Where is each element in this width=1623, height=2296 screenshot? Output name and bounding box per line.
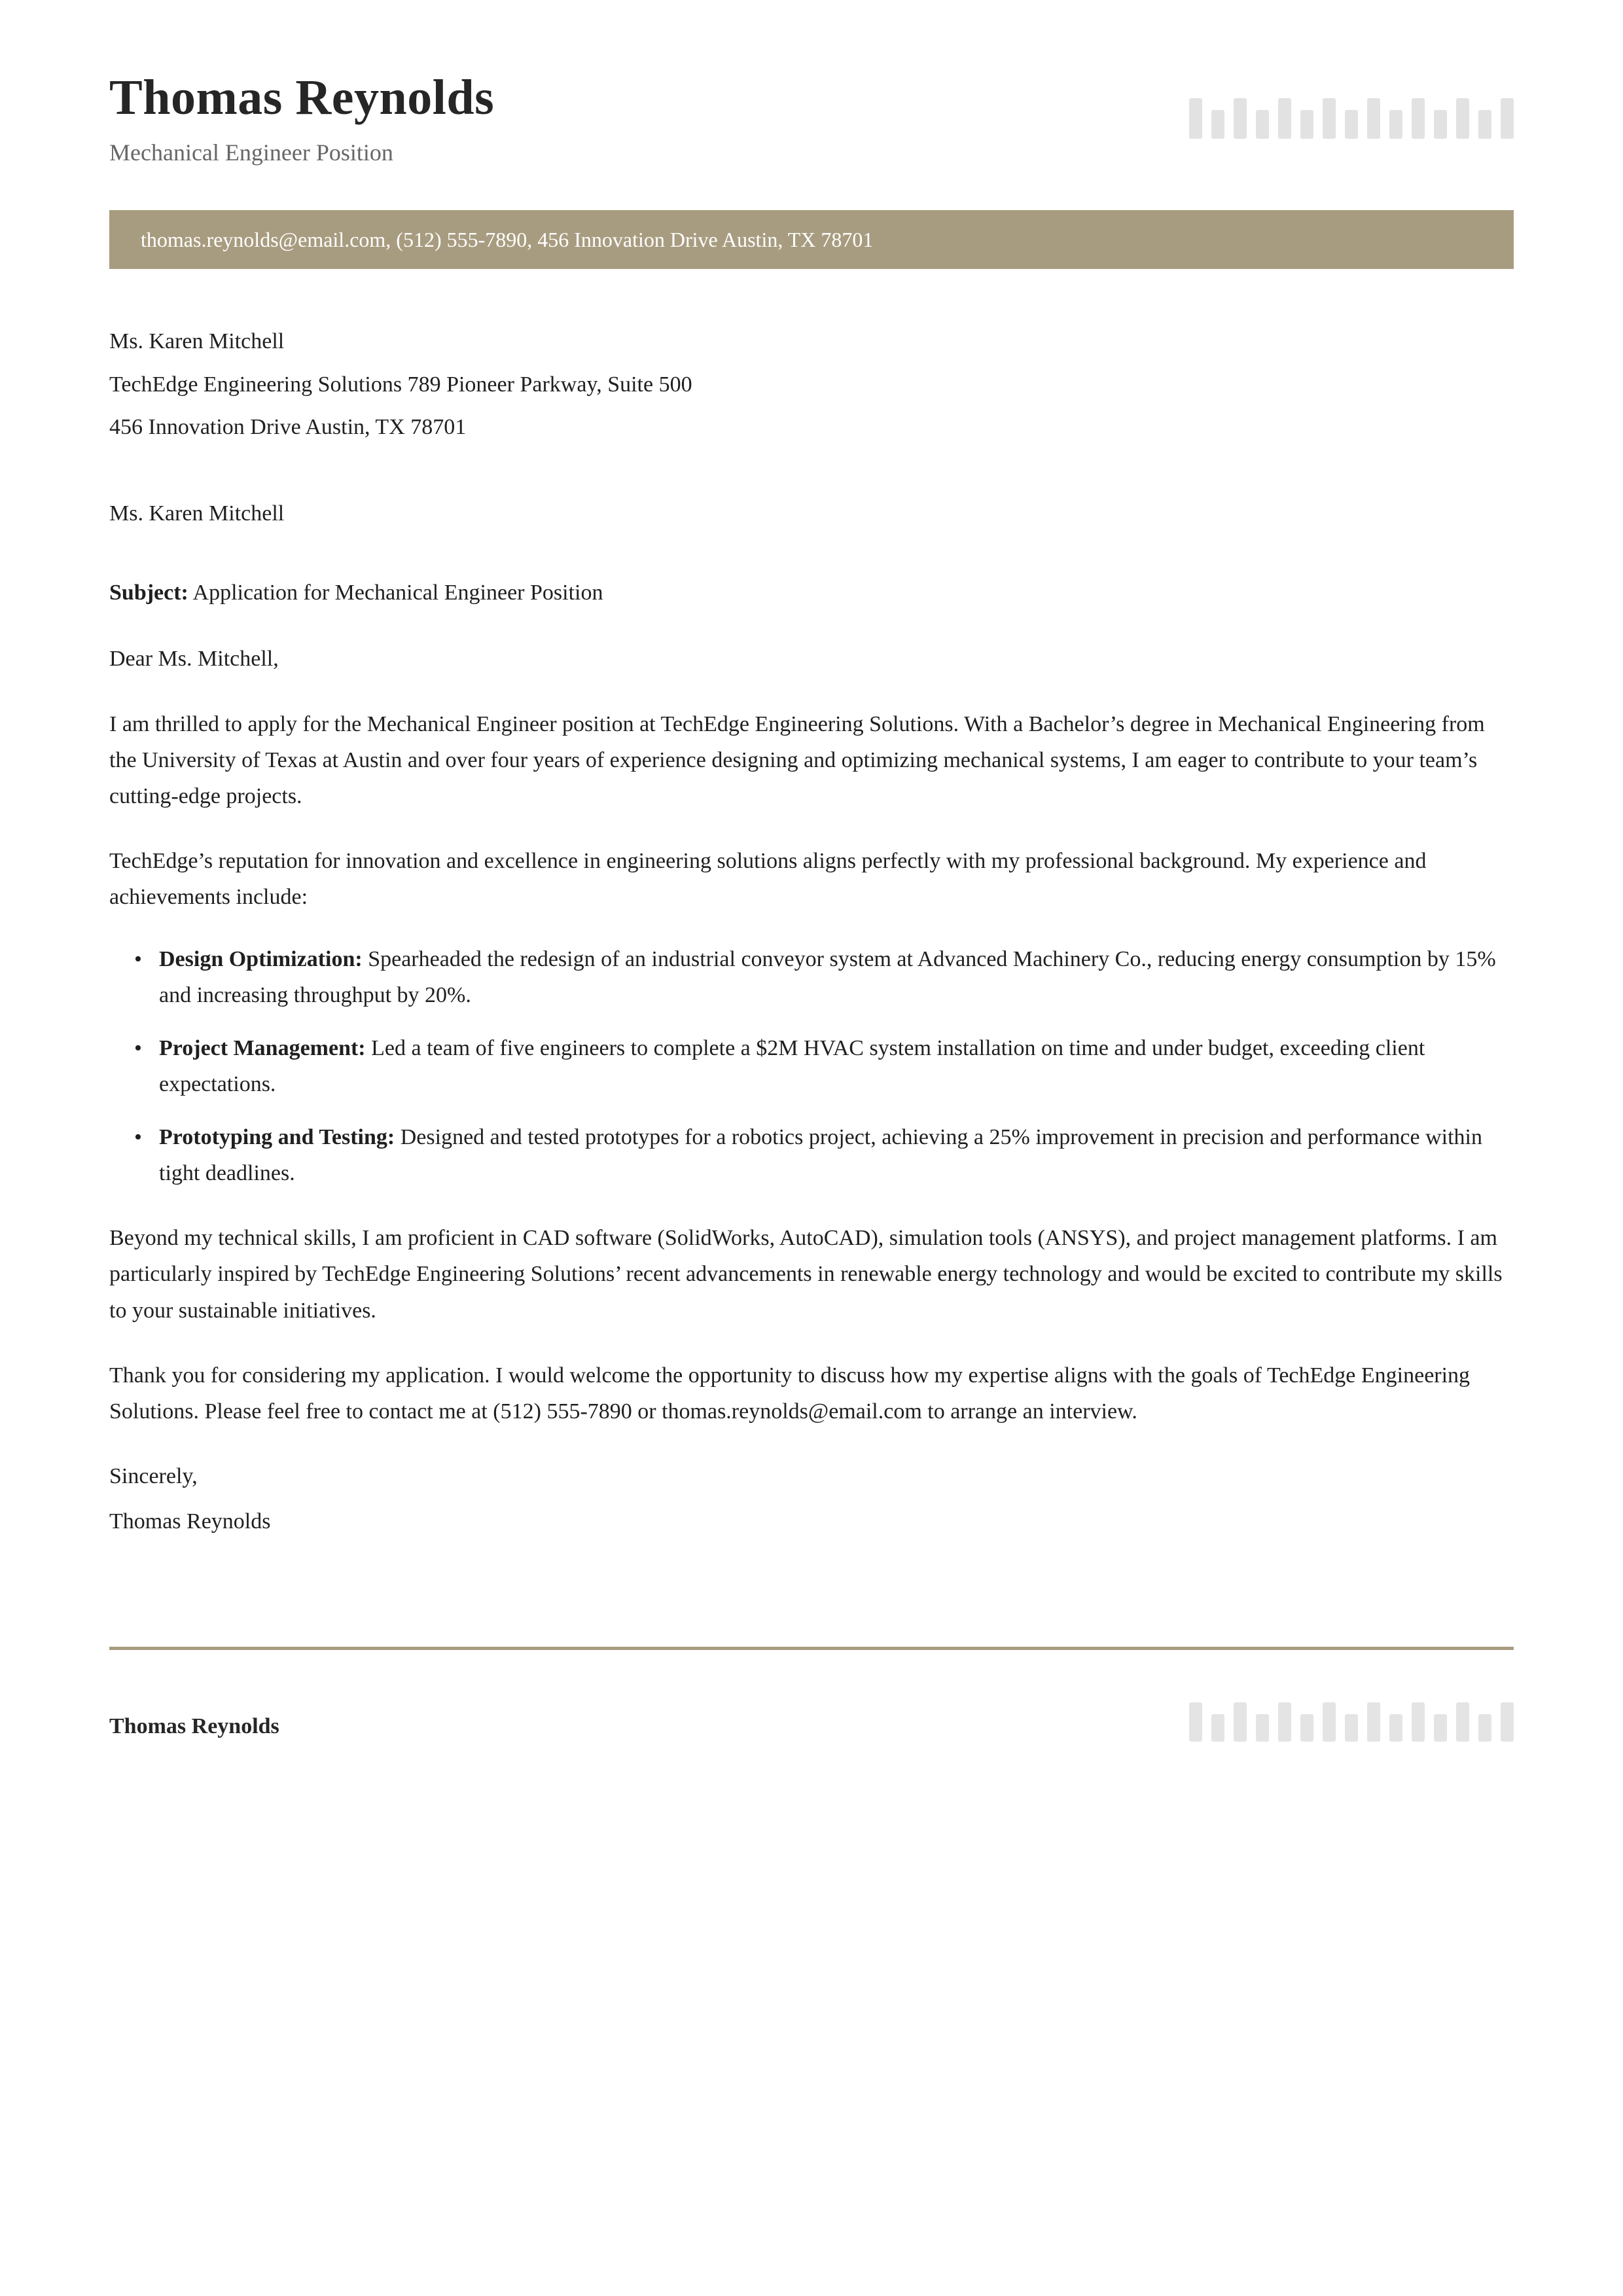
contact-info-text: thomas.reynolds@email.com, (512) 555-7890, 456 Innovation Drive Austin, TX 78701 (141, 227, 874, 251)
document-sheet (109, 0, 1514, 1742)
body-paragraph-4: Thank you for considering my application. I would welcome the opportunity to discuss how my expertise aligns with the goals of TechEdge Engineering Solutions. Please feel free to contact me at (512) 555-7890 or thomas.reynolds@email.com to arrange an interview. (109, 1363, 1471, 1424)
decoration-bar (1389, 110, 1402, 139)
decoration-bar (1278, 1702, 1291, 1742)
decoration-bar (1434, 110, 1447, 139)
decoration-bar (1389, 1714, 1402, 1742)
recipient-address-block (109, 325, 1514, 443)
position-subtitle: Mechanical Engineer Position (109, 139, 393, 166)
bullet-text: Led a team of five engineers to complete a $2M HVAC system installation on time and under budget, exceeding client expectations. (159, 1036, 1425, 1097)
decoration-bar (1456, 1702, 1469, 1742)
footer-divider (109, 1647, 1514, 1650)
greeting-line: Dear Ms. Mitchell, (109, 647, 279, 672)
recipient-name: Ms. Karen Mitchell (109, 329, 285, 354)
decoration-bar (1478, 110, 1491, 139)
header-identity (109, 72, 494, 167)
decoration-bar (1211, 1714, 1224, 1742)
decoration-bar (1256, 110, 1269, 139)
decoration-bar (1412, 98, 1425, 139)
header-bar-pattern-decoration-icon (1189, 72, 1514, 139)
decoration-bar (1367, 98, 1380, 139)
decoration-bar (1211, 110, 1224, 139)
bullet-label: Project Management: (159, 1036, 366, 1061)
page-title: Thomas Reynolds (109, 70, 495, 125)
body-paragraph-3: Beyond my technical skills, I am proficient in CAD software (SolidWorks, AutoCAD), simulation tools (ANSYS), and project management platforms. I am particularly inspired by TechEdge Engineering Solutions’ recent advancements in renewable energy technology and would be excited to contribute my skills to your sustainable initiatives. (109, 1226, 1503, 1323)
decoration-bar (1412, 1702, 1425, 1742)
list-item (159, 1030, 1514, 1102)
subject-label: Subject: (109, 581, 188, 605)
decoration-bar (1501, 98, 1514, 139)
bullet-label: Prototyping and Testing: (159, 1125, 395, 1150)
decoration-bar (1189, 1702, 1202, 1742)
decoration-bar (1478, 1714, 1491, 1742)
footer-row (109, 1701, 1514, 1742)
footer-name: Thomas Reynolds (109, 1714, 279, 1739)
letter-footer (109, 1647, 1514, 1742)
letter-body (109, 325, 1514, 1539)
decoration-bar (1234, 1702, 1247, 1742)
contact-info-bar (109, 210, 1514, 269)
decoration-bar (1323, 98, 1336, 139)
decoration-bar (1278, 98, 1291, 139)
addressee-name: Ms. Karen Mitchell (109, 501, 285, 526)
closing-block (109, 1458, 1514, 1539)
decoration-bar (1234, 98, 1247, 139)
decoration-bar (1300, 110, 1313, 139)
decoration-bar (1345, 1714, 1358, 1742)
bullet-text: Designed and tested prototypes for a robotics project, achieving a 25% improvement in precision and performance within tight deadlines. (159, 1125, 1482, 1186)
list-item (159, 1119, 1514, 1191)
bullet-label: Design Optimization: (159, 946, 363, 971)
recipient-company-address: TechEdge Engineering Solutions 789 Pioneer Parkway, Suite 500 (109, 372, 692, 397)
achievements-list (109, 941, 1514, 1191)
subject-text: Application for Mechanical Engineer Position (188, 581, 603, 605)
decoration-bar (1323, 1702, 1336, 1742)
decoration-bar (1189, 98, 1202, 139)
subject-line (109, 575, 1514, 611)
list-item (159, 941, 1514, 1013)
decoration-bar (1367, 1702, 1380, 1742)
decoration-bar (1456, 98, 1469, 139)
decoration-bar (1256, 1714, 1269, 1742)
decoration-bar (1345, 110, 1358, 139)
signature-name: Thomas Reynolds (109, 1509, 271, 1534)
decoration-bar (1501, 1702, 1514, 1742)
decoration-bar (1434, 1714, 1447, 1742)
footer-bar-pattern-decoration-icon (1189, 1701, 1514, 1742)
closing-salutation: Sincerely, (109, 1463, 198, 1488)
body-paragraph-2: TechEdge’s reputation for innovation and excellence in engineering solutions aligns perfectly with my professional background. My experience and achievements include: (109, 848, 1427, 909)
decoration-bar (1300, 1714, 1313, 1742)
letter-header (109, 0, 1514, 167)
recipient-city-state-zip: 456 Innovation Drive Austin, TX 78701 (109, 414, 467, 439)
body-paragraph-1: I am thrilled to apply for the Mechanical Engineer position at TechEdge Engineering Solutions. With a Bachelor’s degree in Mechanical Engineering from the University of Texas at Austin and over four years of experience designing and optimizing mechanical systems, I am eager to contribute to your team’s cutting-edge projects. (109, 711, 1485, 808)
bullet-text: Spearheaded the redesign of an industrial conveyor system at Advanced Machinery Co., reducing energy consumption by 15% and increasing throughput by 20%. (159, 946, 1496, 1007)
